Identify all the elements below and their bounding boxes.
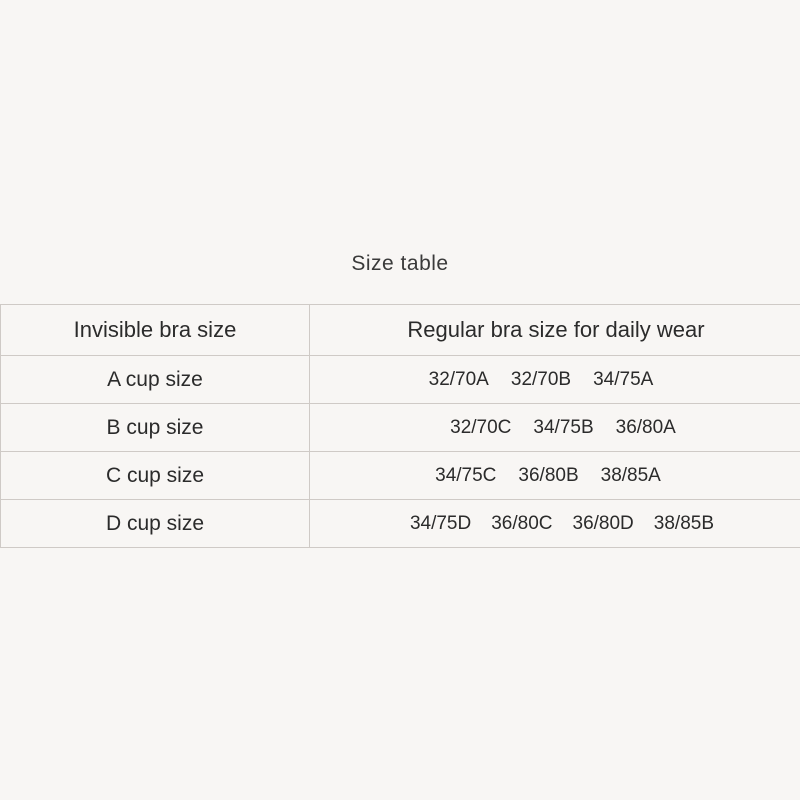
- size-value: 34/75C: [435, 464, 497, 486]
- row-label-c-cup: C cup size: [1, 452, 310, 500]
- page-title: Size table: [351, 252, 449, 275]
- table-row: [1, 356, 800, 404]
- header-regular-bra-size: Regular bra size for daily wear: [310, 305, 800, 356]
- row-label-b-cup: B cup size: [1, 404, 310, 452]
- row-values-c-cup: [310, 452, 800, 500]
- size-value: 32/70A: [428, 368, 489, 390]
- size-value: 34/75A: [593, 368, 654, 390]
- header-invisible-bra-size: Invisible bra size: [1, 305, 310, 356]
- table-row: [1, 452, 800, 500]
- size-value: 36/80B: [518, 464, 579, 486]
- row-label-a-cup: A cup size: [1, 356, 310, 404]
- size-value: 36/80D: [572, 512, 634, 534]
- size-table: [0, 304, 800, 548]
- table-header-row: [1, 305, 800, 356]
- size-value: 32/70B: [510, 368, 572, 390]
- size-value: 34/75B: [533, 416, 594, 438]
- row-values-a-cup: [310, 356, 800, 404]
- table-row: [1, 404, 800, 452]
- size-value: 34/75D: [409, 512, 472, 534]
- size-table-container: [0, 304, 800, 548]
- size-value: 32/70C: [450, 416, 512, 438]
- row-values-b-cup: [310, 404, 800, 452]
- size-value: 36/80A: [615, 416, 676, 438]
- row-label-d-cup: D cup size: [1, 500, 310, 548]
- row-values-d-cup: [310, 500, 800, 548]
- size-value: 36/80C: [491, 512, 553, 534]
- size-value: 38/85B: [653, 512, 715, 534]
- size-value: 38/85A: [600, 464, 661, 486]
- table-row: [1, 500, 800, 548]
